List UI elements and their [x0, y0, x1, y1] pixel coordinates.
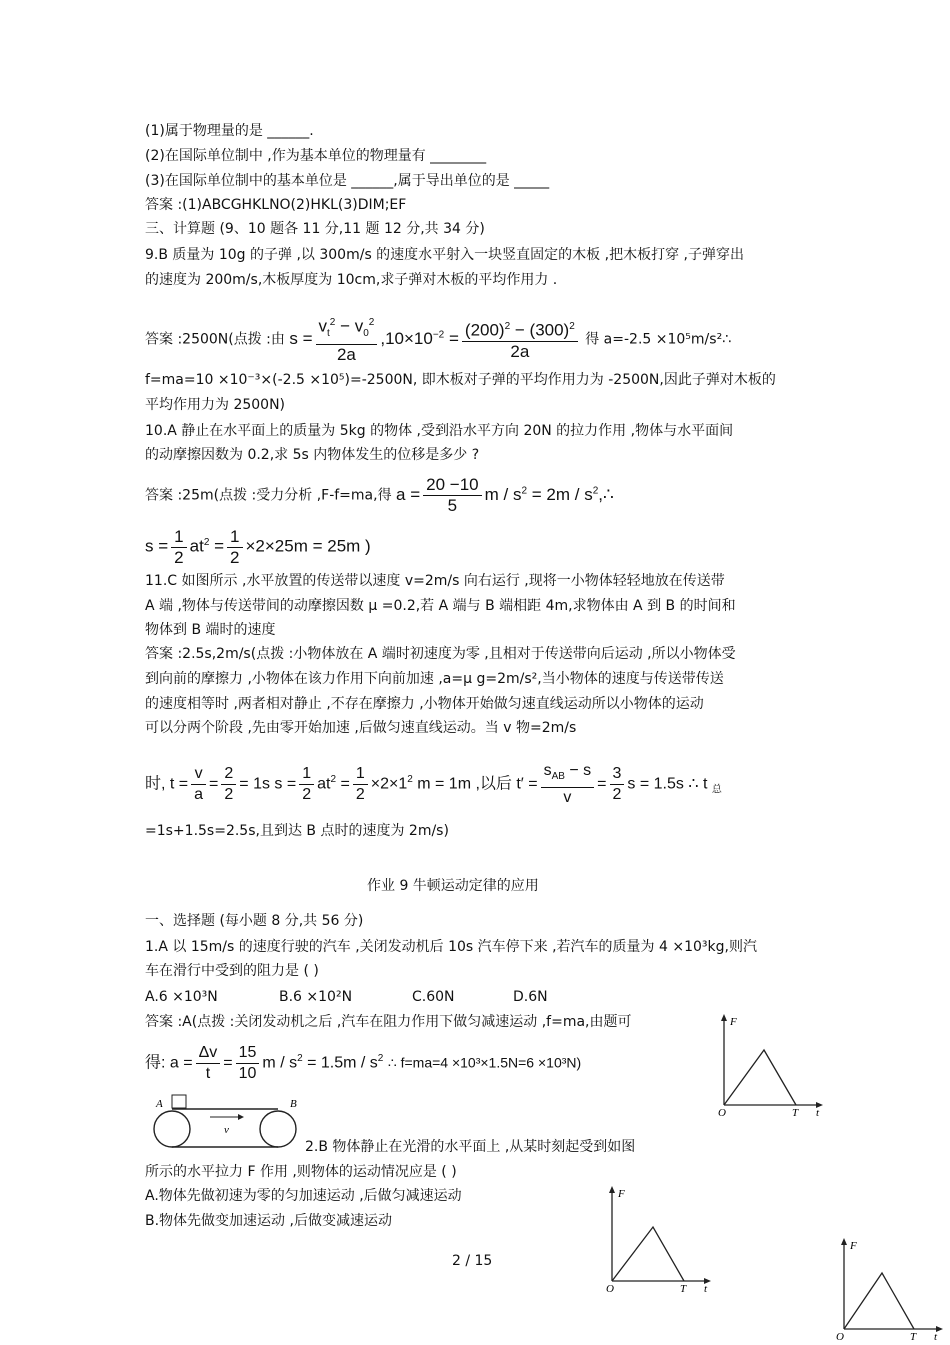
label-v: v: [224, 1124, 229, 1136]
question-1-line-2: 车在滑行中受到的阻力是 ( ): [145, 963, 319, 979]
question-2-option-a: A.物体先做初速为零的匀加速运动 ,后做匀减速运动: [145, 1188, 462, 1204]
answer-11-line-1: 答案 :2.5s,2m/s(点拨 :小物体放在 A 端时初速度为零 ,且相对于传送带向后运动 ,所以小物体受: [145, 646, 736, 662]
period-label: T: [792, 1107, 799, 1119]
question-2-option-b: B.物体先做变加速运动 ,后做变减速运动: [145, 1213, 392, 1229]
question-11-line-2: A 端 ,物体与传送带间的动摩擦因数 μ =0.2,若 A 端与 B 端相距 4m,求物体由 A 到 B 的时间和: [145, 598, 736, 614]
answer-11-line-4: 可以分两个阶段 ,先由零开始加速 ,后做匀速直线运动。当 v 物=2m/s: [145, 720, 577, 736]
section-heading-3: 三、计算题 (9、10 题各 11 分,11 题 12 分,共 34 分): [145, 221, 485, 237]
answer-10-formula: [145, 463, 614, 519]
left-pulley: [154, 1111, 190, 1147]
question-part-1: (1)属于物理量的是 ______.: [145, 123, 314, 139]
question-11-line-1: 11.C 如图所示 ,水平放置的传送带以速度 v=2m/s 向右运行 ,现将一小物体轻轻地放在传送带: [145, 573, 725, 589]
question-part-3: (3)在国际单位制中的基本单位是 ______,属于导出单位的是 _____: [145, 173, 550, 189]
answer-11-line-2: 到向前的摩擦力 ,小物体在该力作用下向前加速 ,a=μ g=2m/s²,当小物体的速度与传送带传送: [145, 671, 724, 687]
answer-9-prefix: 答案 :2500N(点拨 :由: [145, 331, 285, 348]
label-a: A: [156, 1098, 163, 1110]
answer-11-line-3: 的速度相等时 ,两者相对静止 ,不存在摩擦力 ,小物体开始做匀速直线运动所以小物体的运动: [145, 696, 704, 712]
period-label: T: [680, 1283, 687, 1295]
answer-1-formula: 得: a = $\frac{\Delta v}{t}$ = $\frac{15}{10}$ $m / s^2 = 1.5m / s^2$ ∴ f=ma=4 ×10³×1.5N=6 ×10³N): [145, 1043, 582, 1082]
answer-10-math: a = $\frac{20 -10}{5}$ $m / s^2 = 2m$ / $s^2,\therefore$: [396, 474, 614, 515]
option-a: A.6 ×10³N: [145, 989, 218, 1005]
period-label: T: [910, 1331, 917, 1343]
origin-label: O: [606, 1283, 614, 1295]
belt-block: [172, 1095, 186, 1108]
question-9-line-1: 9.B 质量为 10g 的子弹 ,以 300m/s 的速度水平射入一块竖直固定的木板 ,把木板打穿 ,子弹穿出: [145, 247, 744, 263]
question-11-line-3: 物体到 B 端时的速度: [145, 622, 276, 638]
axis-label-t: t: [934, 1331, 938, 1343]
axis-label-t: t: [704, 1283, 708, 1295]
axis-label-f: F: [850, 1240, 857, 1252]
answer-1-result: ∴ f=ma=4 ×10³×1.5N=6 ×10³N): [387, 1054, 582, 1071]
answer-11-formula: 时, t = $\frac{v}{a}$ = $\frac{2}{2}$ = 1s s = $\frac{1}{2}$ $at^2$ = $\frac{1}{2}$ $\times 2\times 1^2$ m = 1m ,以后 t′ = $\frac{s_{AB} - s}{v}$ = $\frac{3}{2}$ s = 1.5s ∴ t $_总$: [145, 761, 722, 806]
axis-label-f: F: [730, 1016, 737, 1028]
question-10-line-2: 的动摩擦因数为 0.2,求 5s 内物体发生的位移是多少 ?: [145, 447, 480, 463]
option-c: C.60N: [412, 989, 455, 1005]
answer-9-math: s = $\frac{v_t^2 - v_0^2}{2a}$ $,10\times 10^{-2}$ = $\frac{(200)^2 - (300)^2}{2a}$: [289, 329, 580, 348]
force-time-graph-3: [832, 1237, 950, 1342]
axis-label-f: F: [618, 1188, 625, 1200]
force-curve-3: [844, 1273, 914, 1329]
force-curve-2: [612, 1227, 684, 1281]
answer-1-line-1: 答案 :A(点拨 :关闭发动机之后 ,汽车在阻力作用下做匀减速运动 ,f=ma,由题可: [145, 1014, 632, 1030]
label-b: B: [290, 1098, 297, 1110]
answer-9-result: 得 a=-2.5 ×10⁵m/s²∴: [585, 331, 732, 348]
force-time-graph-2: [600, 1185, 720, 1295]
answer-9-line-2: f=ma=10 ×10⁻³×(-2.5 ×10⁵)=-2500N, 即木板对子弹的平均作用力为 -2500N,因此子弹对木板的: [145, 372, 776, 388]
section-heading-1: 一、选择题 (每小题 8 分,共 56 分): [145, 913, 364, 929]
force-curve-1: [724, 1050, 796, 1105]
answer-8: 答案 :(1)ABCGHKLNO(2)HKL(3)DIM;EF: [145, 197, 407, 213]
question-9-line-2: 的速度为 200m/s,木板厚度为 10cm,求子弹对木板的平均作用力 .: [145, 272, 558, 288]
question-2-line-2: 所示的水平拉力 F 作用 ,则物体的运动情况应是 ( ): [145, 1164, 457, 1180]
answer-9-line-3: 平均作用力为 2500N): [145, 397, 286, 413]
option-b: B.6 ×10²N: [279, 989, 353, 1005]
question-10-line-1: 10.A 静止在水平面上的质量为 5kg 的物体 ,受到沿水平方向 20N 的拉力作用 ,物体与水平面间: [145, 423, 734, 439]
homework-title: 作业 9 牛顿运动定律的应用: [367, 878, 539, 894]
question-1-line-1: 1.A 以 15m/s 的速度行驶的汽车 ,关闭发动机后 10s 汽车停下来 ,若汽车的质量为 4 ×10³kg,则汽: [145, 939, 757, 955]
page-number: 2 / 15: [452, 1253, 493, 1269]
origin-label: O: [718, 1107, 726, 1119]
conveyor-belt-figure: [150, 1093, 310, 1153]
answer-10-prefix: 答案 :25m(点拨 :受力分析 ,F-f=ma,得: [145, 487, 392, 504]
right-pulley: [260, 1111, 296, 1147]
answer-11-line-6: =1s+1.5s=2.5s,且到达 B 点时的速度为 2m/s): [145, 823, 449, 839]
origin-label: O: [836, 1331, 844, 1343]
answer-10-displacement: s = $\frac{1}{2}$ $at^2$ = $\frac{1}{2}$ ×2×25m = 25m ): [145, 526, 371, 567]
axis-label-t: t: [816, 1107, 820, 1119]
force-time-graph-1: [712, 1013, 832, 1118]
question-part-2: (2)在国际单位制中 ,作为基本单位的物理量有 ________: [145, 148, 487, 164]
answer-9-formula: [145, 305, 731, 365]
question-2-line-1: 2.B 物体静止在光滑的水平面上 ,从某时刻起受到如图: [305, 1139, 636, 1155]
option-d: D.6N: [513, 989, 548, 1005]
